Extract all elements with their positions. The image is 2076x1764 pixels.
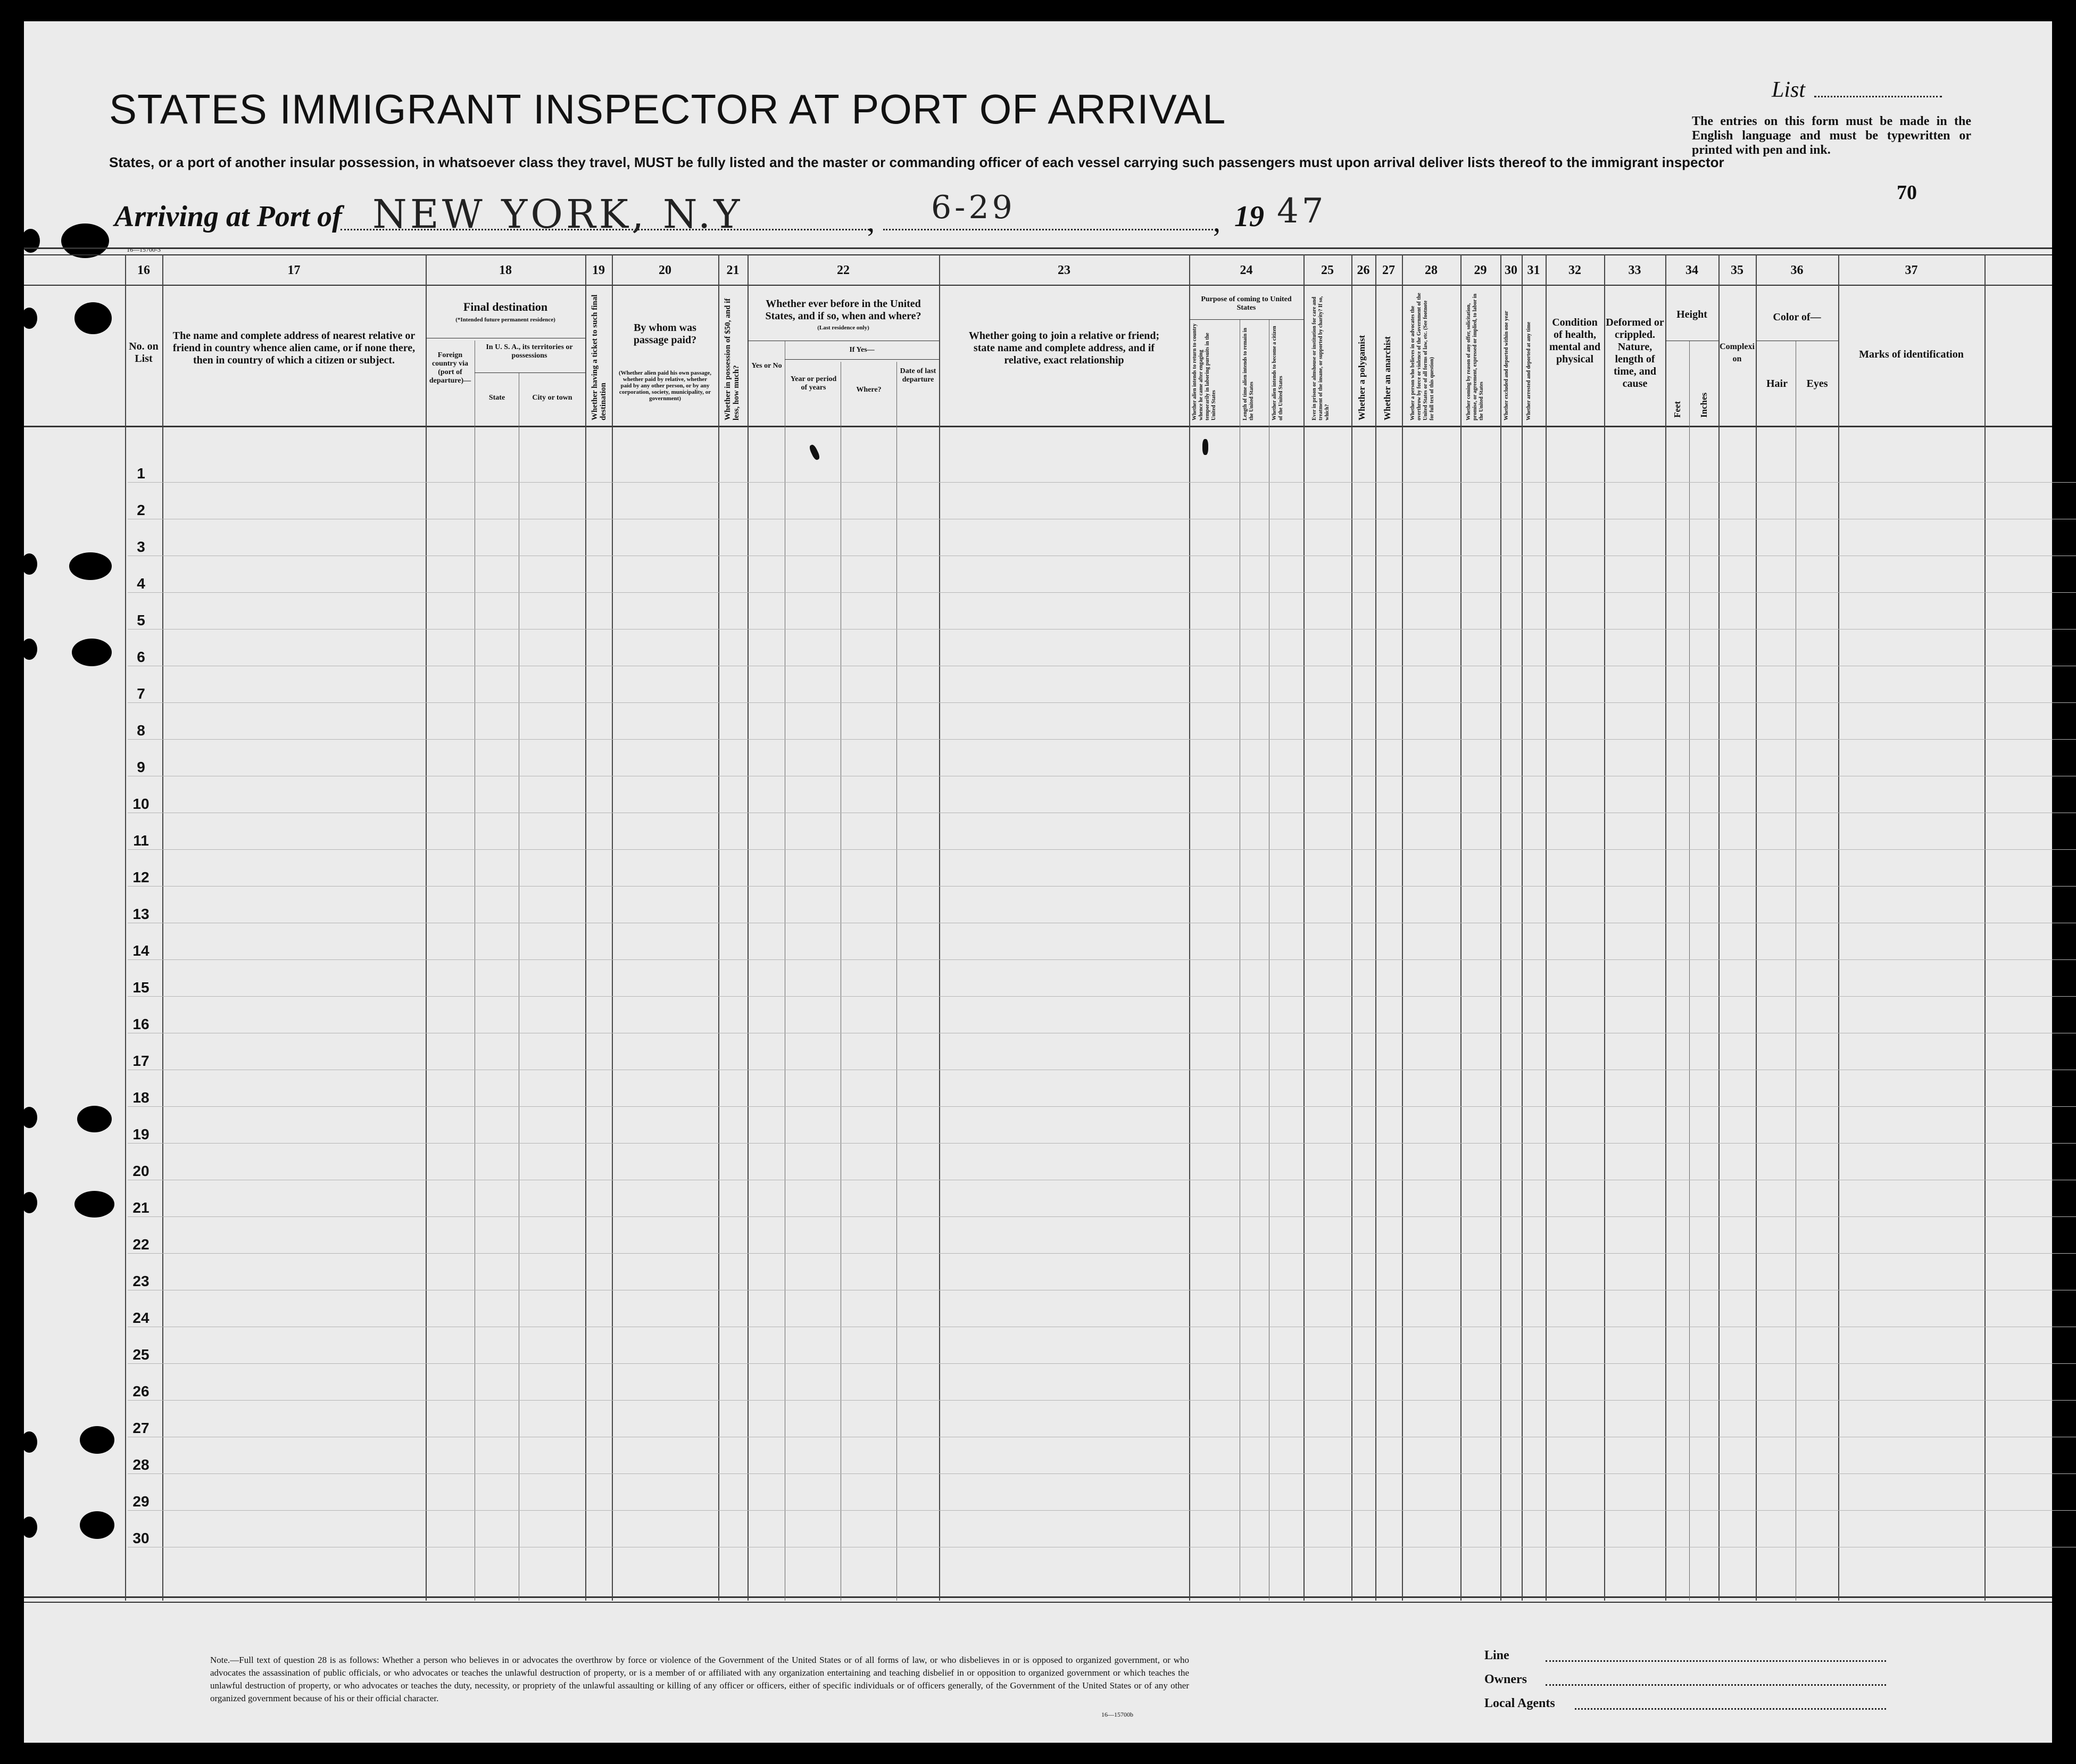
punch-hole — [21, 553, 37, 575]
punch-hole — [80, 1511, 114, 1539]
row-number: 11 — [133, 832, 149, 849]
column-number: 25 — [1321, 263, 1334, 277]
form-subtitle: States, or a port of another insular possession, in whatsoever class they travel, MUST be fully listed and the master or commanding officer of each vessel carrying such passengers must upon arrival deliver lists thereof to the immigrant inspector — [109, 154, 1724, 170]
row-number: 26 — [132, 1383, 150, 1399]
header-nearest-relative: The name and complete address of nearest relative or friend in country whence alien came, or if none there, then in country of which a citizen or subject. — [172, 330, 416, 366]
col-rule — [1189, 254, 1190, 1601]
row-number: 21 — [132, 1199, 150, 1216]
row-number: 22 — [132, 1236, 150, 1253]
table-top-rule — [24, 247, 2052, 249]
col-rule — [748, 254, 749, 1601]
row-number: 4 — [137, 575, 145, 592]
footer-local-agents-field — [1575, 1708, 1886, 1710]
row-line — [128, 1106, 2076, 1107]
row-number: 9 — [137, 759, 145, 775]
column-number: 21 — [726, 263, 740, 277]
punch-hole — [74, 302, 112, 334]
comma: , — [1213, 205, 1220, 238]
row-number: 30 — [132, 1530, 150, 1546]
footer-owners-label: Owners — [1484, 1672, 1527, 1686]
column-number: 18 — [499, 263, 512, 277]
header-no-on-list: No. on List — [129, 341, 159, 365]
row-line — [128, 739, 2076, 740]
col-rule — [1718, 254, 1720, 1601]
punch-hole — [21, 1192, 37, 1213]
form-title: STATES IMMIGRANT INSPECTOR AT PORT OF ARRIVAL — [109, 86, 1226, 132]
column-number: 17 — [287, 263, 301, 277]
col-rule — [1402, 254, 1403, 1601]
col-rule — [1756, 254, 1757, 1601]
column-number: 31 — [1527, 263, 1540, 277]
col-rule — [1665, 254, 1666, 1601]
row-line — [128, 1473, 2076, 1474]
col-rule — [1375, 254, 1376, 1601]
row-number: 12 — [132, 869, 150, 885]
manifest-sheet — [24, 21, 2052, 1743]
column-number: 35 — [1731, 263, 1743, 277]
punch-hole — [77, 1106, 112, 1132]
column-number: 16 — [137, 263, 150, 277]
row-number: 23 — [132, 1273, 150, 1289]
punch-hole — [80, 1426, 114, 1454]
row-number: 29 — [132, 1493, 150, 1510]
row-number: 28 — [132, 1456, 150, 1473]
row-number: 3 — [137, 539, 145, 555]
footer-form-number: 16—15700b — [1101, 1711, 1133, 1718]
row-number: 15 — [132, 979, 150, 996]
table-bottom-rule-2 — [24, 1602, 2052, 1603]
header-purpose-c: Whether alien intends to become a citizen of the United States — [1272, 326, 1284, 420]
col-rule — [1838, 254, 1839, 1601]
col-rule — [162, 254, 163, 1601]
column-number-rule — [24, 254, 2052, 255]
port-handwritten: NEW YORK, N.Y — [372, 192, 743, 237]
subheader-rule — [1189, 319, 1303, 320]
row-line — [128, 886, 2076, 887]
column-number: 37 — [1905, 263, 1918, 277]
col-rule — [426, 254, 427, 1601]
header-foreign-country: Foreign country via (port of departure)— — [429, 351, 471, 385]
form-instructions: The entries on this form must be made in the English language and must be typewritten or printed with pen and ink. — [1692, 114, 1971, 157]
header-polygamist: Whether a polygamist — [1357, 335, 1367, 420]
punch-hole — [69, 552, 112, 580]
table-bottom-rule — [24, 1596, 2052, 1598]
row-number: 7 — [137, 685, 145, 702]
header-q29: Whether coming by reason of any offer, solicitation, promise, or agreement, expressed or implied, to labor in the United States — [1466, 293, 1484, 420]
punch-hole — [21, 1107, 37, 1128]
row-line — [128, 629, 2076, 630]
column-number: 27 — [1382, 263, 1395, 277]
row-number: 16 — [132, 1016, 150, 1032]
punch-hole — [21, 229, 40, 253]
column-number: 36 — [1790, 263, 1804, 277]
list-label: List — [1772, 78, 1806, 102]
column-number: 34 — [1685, 263, 1698, 277]
row-number: 5 — [137, 612, 145, 628]
header-inches: Inches — [1699, 392, 1709, 418]
header-bottom-rule — [24, 426, 2052, 427]
header-hair: Hair — [1766, 378, 1788, 390]
row-number: 18 — [132, 1089, 150, 1106]
footnote-question-28: Note.—Full text of question 28 is as follows: Whether a person who believes in or advocates the overthrow by force or violence of the Government of the United States or of all forms of law, or who disbelieves in or is opposed to organized government, or who advocates the assassination of public officials, or who advocates or teaches the unlawful destruction of property, or is a member of or affiliated with any organization entertaining and teaching disbelief in or opposition to organized government or which teaches the unlawful destruction of property, or who advocates or teaches the duty, necessity, or propriety of the unlawful assaulting or killing of any officer or officers, either of specific individuals or of officers generally, of the Government of the United States or of any other organized government because of his or their official character. — [210, 1655, 1189, 1703]
column-number-bottom-rule — [24, 285, 2052, 286]
header-condition: Condition of health, mental and physical — [1549, 317, 1601, 365]
comma: , — [867, 205, 875, 238]
row-line — [128, 1143, 2076, 1144]
column-number: 32 — [1568, 263, 1581, 277]
ink-mark — [1202, 439, 1208, 455]
footer-local-agents-label: Local Agents — [1484, 1696, 1555, 1710]
row-line — [128, 1216, 2076, 1217]
header-purpose: Purpose of coming to United States — [1201, 295, 1292, 312]
header-final-destination-note: (*Intended future permanent residence) — [455, 317, 555, 323]
column-number: 22 — [837, 263, 850, 277]
col-rule — [1604, 254, 1605, 1601]
header-ever-before: Whether ever before in the United States, and if so, when and where? — [765, 298, 921, 322]
col-rule — [585, 254, 586, 1601]
col-rule — [1984, 254, 1986, 1601]
punch-hole — [72, 639, 112, 666]
punch-hole — [21, 639, 37, 660]
header-height: Height — [1676, 309, 1707, 320]
punch-hole — [74, 1191, 114, 1218]
row-number: 2 — [137, 502, 145, 518]
row-number: 1 — [137, 465, 145, 482]
header-color-of: Color of— — [1773, 311, 1821, 323]
col-rule — [1546, 254, 1547, 1601]
row-line — [128, 592, 2076, 593]
header-final-destination: Final destination — [463, 300, 548, 313]
col-rule — [718, 254, 719, 1601]
header-date-last-departure: Date of last departure — [900, 367, 936, 384]
col-rule — [896, 362, 897, 1601]
row-line — [128, 482, 2076, 483]
row-line — [128, 996, 2076, 997]
col-rule — [612, 254, 613, 1601]
header-q31: Whether arrested and deported at any time — [1526, 321, 1532, 420]
header-purpose-a: Whether alien intends to return to country whence he came after engaging temporarily in laboring pursuits in the United States — [1192, 324, 1217, 420]
header-join-relative: Whether going to join a relative or friend; state name and complete address, and if relative, exact relationship — [968, 330, 1160, 366]
header-if-yes: If Yes— — [849, 346, 875, 354]
footer-line-label: Line — [1484, 1649, 1509, 1662]
header-possession-50: Whether in possession of $50, and if less, how much? — [724, 298, 741, 420]
header-q28: Whether a person who believes in or advocates the overthrow by force or violence of the Government of the United States or of all forms of law, etc. (See footnote for full text of this question) — [1410, 293, 1435, 420]
header-state: State — [488, 394, 505, 402]
row-number: 24 — [132, 1310, 150, 1326]
header-purpose-b: Length of time alien intends to remain in the United States — [1242, 328, 1255, 420]
date-line — [883, 229, 1213, 230]
header-city-or-town: City or town — [532, 394, 572, 402]
header-feet: Feet — [1672, 401, 1682, 418]
column-number: 28 — [1425, 263, 1438, 277]
header-in-usa: In U. S. A., its territories or possessions — [486, 343, 573, 360]
list-line — [1814, 96, 1942, 97]
row-number: 14 — [132, 942, 150, 959]
col-rule — [1351, 254, 1352, 1601]
col-rule — [939, 254, 940, 1601]
header-year-period: Year or period of years — [790, 375, 837, 392]
row-line — [128, 1400, 2076, 1401]
row-number: 25 — [132, 1346, 150, 1363]
row-number: 8 — [137, 722, 145, 739]
col-rule — [1689, 341, 1690, 1601]
column-number: 24 — [1240, 263, 1253, 277]
punch-hole — [21, 1517, 37, 1538]
footer-line-field — [1546, 1660, 1886, 1662]
column-number: 26 — [1357, 263, 1370, 277]
col-rule — [1303, 254, 1305, 1601]
row-line — [128, 959, 2076, 960]
col-rule — [1522, 254, 1523, 1601]
form-number: 16—15700-3 — [127, 246, 161, 253]
arriving-label: Arriving at Port of — [114, 200, 342, 233]
row-number: 17 — [132, 1053, 150, 1069]
row-number: 6 — [137, 649, 145, 665]
row-number: 20 — [132, 1163, 150, 1179]
punch-hole — [61, 223, 109, 258]
col-rule — [1460, 254, 1461, 1601]
year-printed: 19 — [1234, 200, 1264, 233]
header-prison: Ever in prison or almshouse or institution for care and treatment of the insane, or supported by charity? If so, which? — [1311, 296, 1330, 420]
row-line — [128, 1510, 2076, 1511]
header-q30: Whether excluded and deported within one year — [1504, 311, 1509, 420]
column-number: 30 — [1505, 263, 1517, 277]
footer-owners-field — [1546, 1684, 1886, 1686]
header-yes-no: Yes or No — [751, 362, 782, 370]
column-number: 29 — [1474, 263, 1487, 277]
row-line — [128, 1363, 2076, 1364]
subheader-rule — [785, 359, 939, 360]
column-number: 33 — [1628, 263, 1641, 277]
list-number: 70 — [1897, 181, 1917, 204]
header-ticket: Whether having a ticket to such final destination — [591, 294, 608, 420]
header-deformed: Deformed or crippled. Nature, length of time, and cause — [1606, 317, 1664, 390]
header-by-whom: By whom was passage paid? — [633, 322, 697, 346]
punch-hole — [21, 1431, 37, 1453]
column-number: 20 — [659, 263, 671, 277]
row-number: 13 — [132, 906, 150, 922]
column-number: 23 — [1058, 263, 1070, 277]
punch-hole — [21, 308, 37, 329]
year-handwritten: 47 — [1277, 192, 1327, 231]
row-number: 10 — [132, 796, 150, 812]
column-number: 19 — [592, 263, 605, 277]
header-marks: Marks of identification — [1859, 349, 1964, 360]
header-anarchist: Whether an anarchist — [1382, 336, 1392, 420]
header-last-residence: (Last residence only) — [817, 325, 869, 331]
header-eyes: Eyes — [1806, 378, 1828, 390]
date-handwritten: 6-29 — [931, 189, 1016, 226]
header-where: Where? — [856, 386, 882, 394]
row-number: 19 — [132, 1126, 150, 1142]
subheader-rule — [475, 372, 585, 373]
row-line — [128, 1253, 2076, 1254]
col-rule — [1500, 254, 1501, 1601]
row-line — [128, 849, 2076, 850]
row-line — [128, 702, 2076, 703]
header-complexion: Complexion — [1720, 342, 1755, 363]
header-by-whom-note: (Whether alien paid his own passage, whether paid by relative, whether paid by any other person, or by any corporation, society, municipality, or government) — [619, 370, 711, 402]
row-number: 27 — [132, 1420, 150, 1436]
